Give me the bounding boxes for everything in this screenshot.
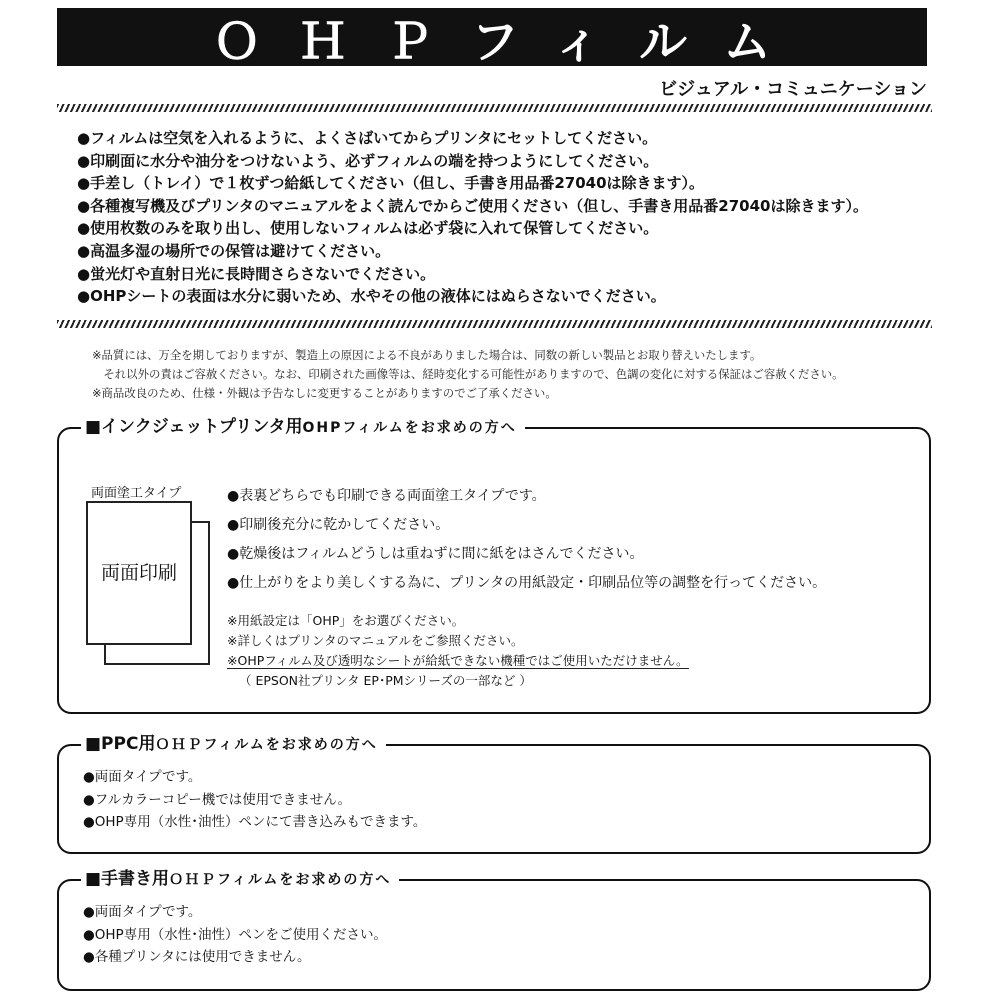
inkjet-item: ●印刷後充分に乾かしてください。 xyxy=(227,517,450,533)
double-sided-print-label: 両面印刷 xyxy=(100,562,177,584)
main-note: ●印刷面に水分や油分をつけないよう、必ずフィルムの端を持つようにしてください。 xyxy=(77,151,659,170)
inkjet-note: ※詳しくはプリンタのマニュアルをご参照ください。 xyxy=(227,633,524,648)
inkjet-note: （ EPSON社プリンタ EP･PMシリーズの一部など ） xyxy=(239,673,532,688)
inkjet-items-list xyxy=(227,482,826,598)
title-banner xyxy=(57,8,927,70)
inkjet-item: ●表裏どちらでも印刷できる両面塗工タイプです。 xyxy=(227,488,546,504)
ppc-items-list xyxy=(83,766,426,834)
page-subtitle: ビジュアル・コミュニケーション xyxy=(659,79,927,100)
main-note: ●蛍光灯や直射日光に長時間さらさないでください。 xyxy=(77,264,436,283)
inkjet-item: ●仕上がりをより美しくする為に、プリンタの用紙設定・印刷品位等の調整を行ってください。 xyxy=(227,575,827,591)
handwriting-section-title xyxy=(81,866,399,893)
fine-print-line: それ以外の責はご容赦ください。なお、印刷された画像等は、経時変化する可能性がありますので、色調の変化に対する保証はご容赦ください。 xyxy=(92,367,844,381)
inkjet-section-title xyxy=(81,414,525,441)
hatched-divider-middle xyxy=(57,320,932,328)
inkjet-notes-list xyxy=(227,611,689,691)
fine-print-list xyxy=(92,346,952,403)
ppc-title-main: ■PPC用 xyxy=(85,734,156,754)
handwriting-title-main: ■手書き用 xyxy=(85,869,170,889)
main-note: ●フィルムは空気を入れるように、よくさばいてからプリンタにセットしてください。 xyxy=(77,129,658,147)
ppc-item: ●フルカラーコピー機では使用できません。 xyxy=(83,791,352,808)
handwriting-item: ●各種プリンタには使用できません。 xyxy=(83,949,311,965)
hatched-divider-top xyxy=(57,104,932,112)
main-note: ●各種複写機及びプリンタのマニュアルをよく読んでからご使用ください（但し、手書き用品番27040は除きます）。 xyxy=(77,196,868,215)
main-note: ●OHPシートの表面は水分に弱いため、水やその他の液体にはぬらさないでください。 xyxy=(77,287,666,306)
fine-print-line: ※品質には、万全を期しておりますが、製造上の原因による不良がありました場合は、同数の新しい製品とお取り替えいたします。 xyxy=(92,348,762,362)
main-note: ●高温多湿の場所での保管は避けてください。 xyxy=(77,241,391,260)
main-note: ●手差し（トレイ）で１枚ずつ給紙してください（但し、手書き用品番27040は除きます）。 xyxy=(77,174,705,193)
ppc-section-title xyxy=(81,731,386,758)
ppc-item: ●両面タイプです。 xyxy=(83,769,202,785)
handwriting-item: ●両面タイプです。 xyxy=(83,904,202,920)
inkjet-note: ※用紙設定は「OHP」をお選びください。 xyxy=(227,613,465,628)
handwriting-title-sub: ＯＨＰフィルムをお求めの方へ xyxy=(169,872,392,888)
main-notes-list xyxy=(77,127,937,308)
ppc-title-sub: ＯＨＰフィルムをお求めの方へ xyxy=(155,737,378,753)
handwriting-section xyxy=(57,869,931,991)
inkjet-note-underlined: ※OHPフィルム及び透明なシートが給紙できない機種ではご使用いただけません。 xyxy=(227,653,689,668)
inkjet-title-sub: OHPフィルムをお求めの方へ xyxy=(302,420,517,436)
inkjet-title-main: ■インクジェットプリンタ用 xyxy=(85,417,303,437)
page-front-illustration xyxy=(86,501,192,645)
inkjet-note xyxy=(227,651,689,671)
main-note: ●使用枚数のみを取り出し、使用しないフィルムは必ず袋に入れて保管してください。 xyxy=(77,219,659,238)
inkjet-section xyxy=(57,417,931,714)
coating-type-label: 両面塗工タイプ xyxy=(91,486,182,501)
handwriting-items-list xyxy=(83,901,387,969)
handwriting-item: ●OHP専用（水性･油性）ペンをご使用ください。 xyxy=(83,926,387,943)
page-title: ＯＨＰフィルム xyxy=(212,13,810,70)
ppc-section xyxy=(57,734,931,854)
inkjet-item: ●乾燥後はフィルムどうしは重ねずに間に紙をはさんでください。 xyxy=(227,546,644,562)
ppc-item: ●OHP専用（水性･油性）ペンにて書き込みもできます。 xyxy=(83,814,427,830)
fine-print-line: ※商品改良のため、仕様・外観は予告なしに変更することがありますのでご了承ください。 xyxy=(92,386,557,400)
